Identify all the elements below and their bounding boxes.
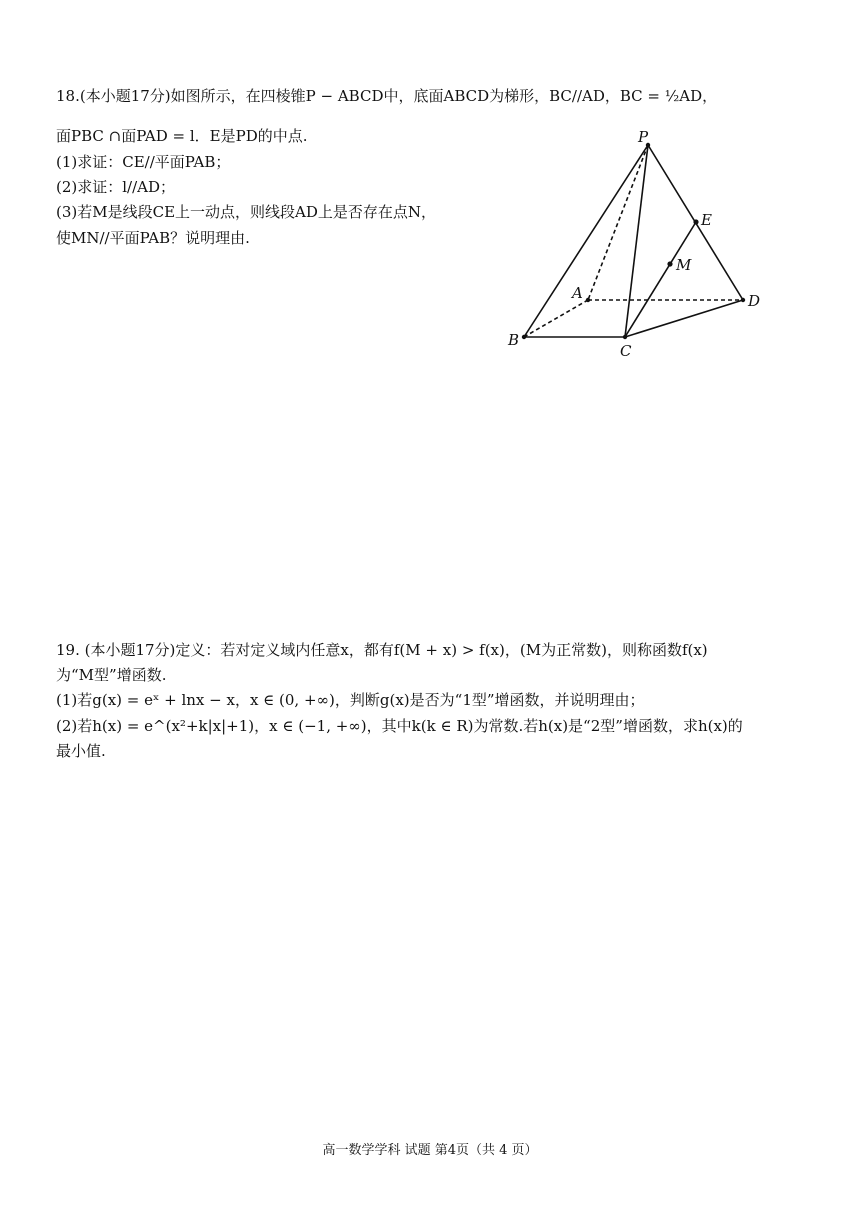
label-b: B <box>508 331 520 349</box>
q19-part-1: (1)若g(x) = eˣ + lnx − x，x ∈ (0, +∞)，判断g(x)是否为“1型”增函数，并说明理由； <box>56 691 645 709</box>
vertex-b <box>522 335 526 339</box>
q19-line-2: 为“M型”增函数. <box>56 666 167 684</box>
label-p: P <box>638 128 649 146</box>
label-d: D <box>748 292 761 310</box>
label-e: E <box>701 211 712 229</box>
point-m <box>667 261 672 266</box>
vertex-a <box>586 298 590 302</box>
vertex-c <box>623 335 627 339</box>
q18-part-3-cont: 使MN//平面PAB？说明理由. <box>56 229 250 247</box>
q19-part-2-cont: 最小值. <box>56 742 106 760</box>
pyramid-figure <box>500 128 770 363</box>
q18-part-3: (3)若M是线段CE上一动点，则线段AD上是否存在点N， <box>56 203 437 221</box>
point-e <box>693 219 698 224</box>
edge-cd <box>625 300 743 337</box>
segment-ce <box>625 222 696 337</box>
edge-pb <box>524 145 648 337</box>
label-a: A <box>572 284 583 302</box>
q19-part-2: (2)若h(x) = e^(x²+k|x|+1)，x ∈ (−1, +∞)，其中k(k ∈ R)为常数.若h(x)是“2型”增函数，求h(x)的 <box>56 717 743 735</box>
label-c: C <box>620 342 632 360</box>
q18-line-2: 面PBC ∩面PAD = l．E是PD的中点. <box>56 127 308 145</box>
q19-line-1: 19. (本小题17分)定义：若对定义域内任意x，都有f(M + x) > f(x)，(M为正常数)，则称函数f(x) <box>56 641 708 659</box>
edge-ba-hidden <box>524 300 588 337</box>
q18-line-1: 18.(本小题17分)如图所示，在四棱锥P − ABCD中，底面ABCD为梯形，BC//AD，BC = ½AD， <box>56 87 718 105</box>
q18-part-2: (2)求证：l//AD； <box>56 178 176 196</box>
page-footer: 高一数学学科 试题 第4页（共 4 页） <box>322 1143 538 1158</box>
vertex-d <box>741 298 745 302</box>
label-m: M <box>676 256 692 274</box>
q18-part-1: (1)求证：CE//平面PAB； <box>56 153 231 171</box>
